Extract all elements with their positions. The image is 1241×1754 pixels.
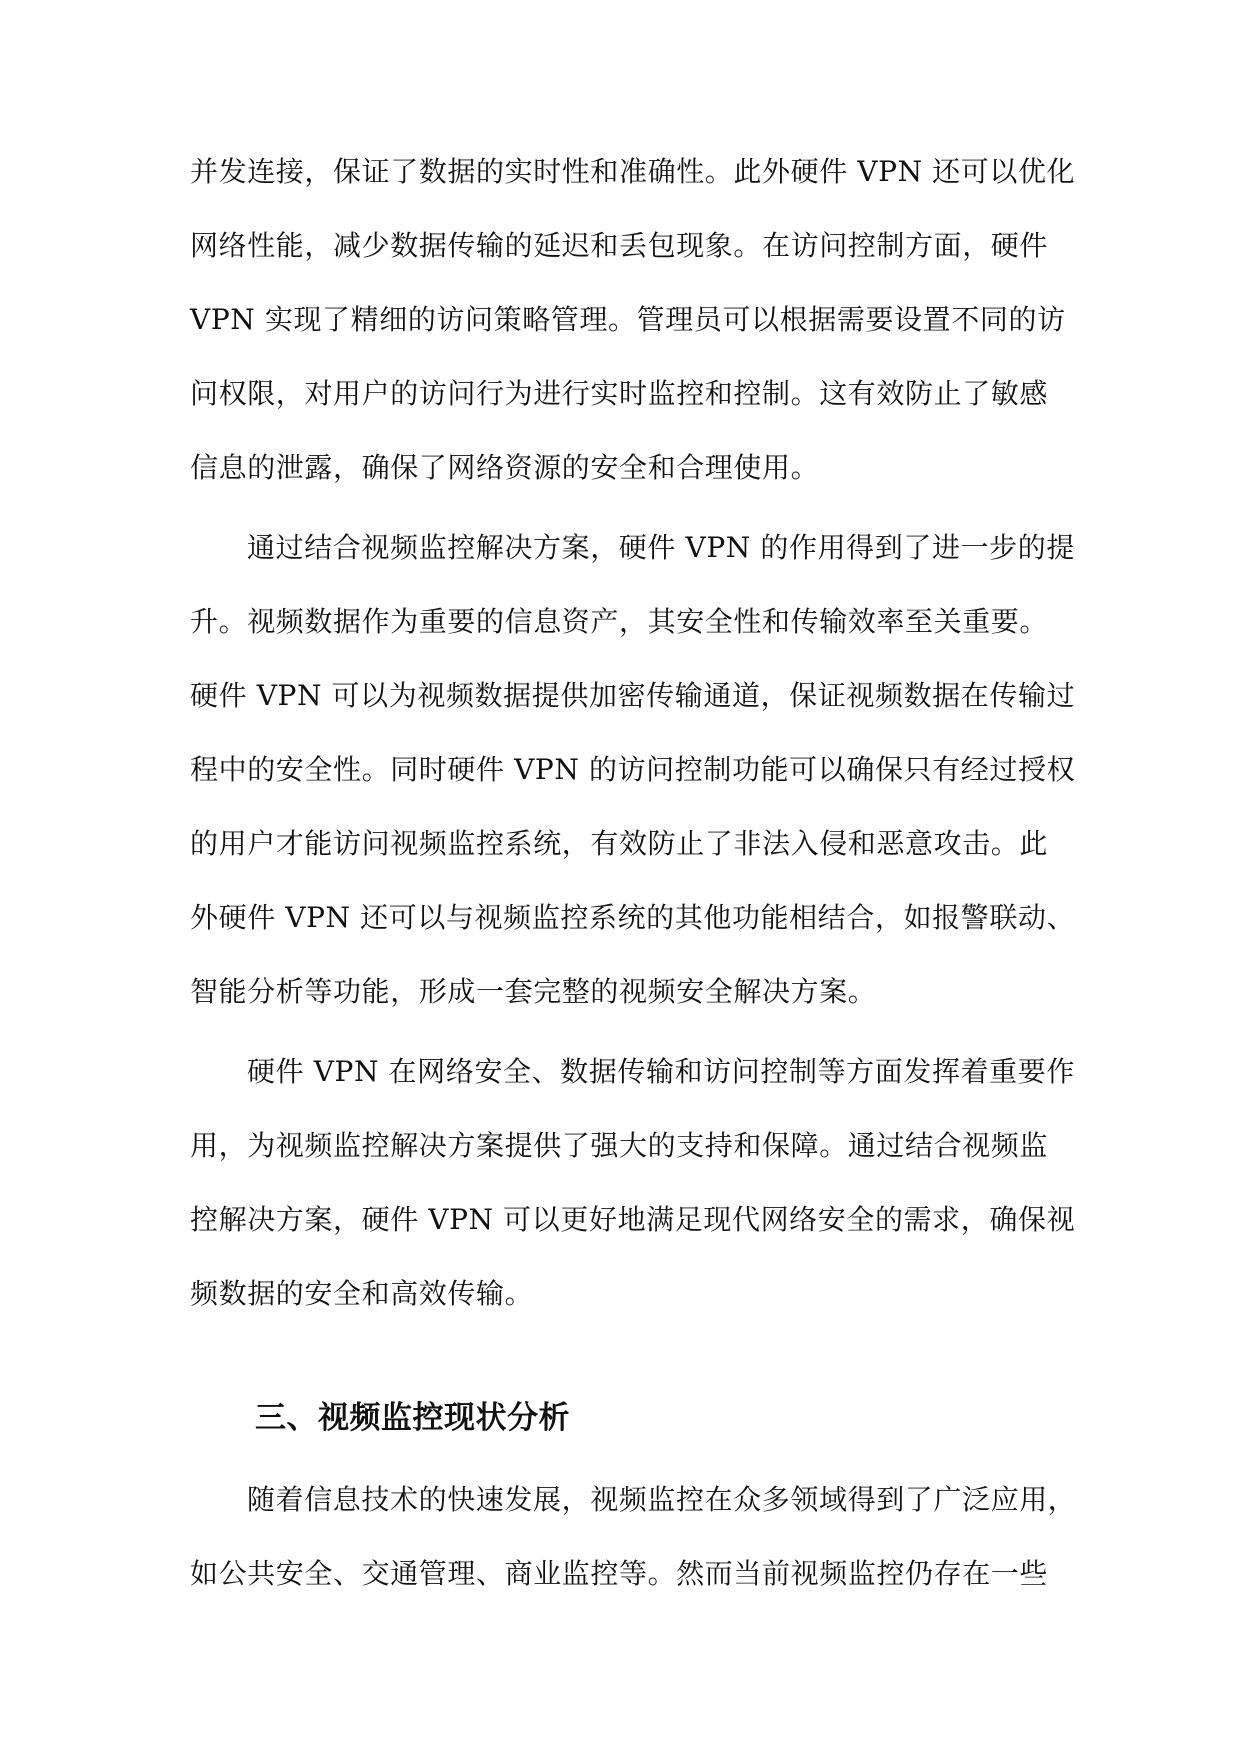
paragraph-1-line-3: VPN 实现了精细的访问策略管理。管理员可以根据需要设置不同的访	[190, 303, 1066, 336]
paragraph-3-line-1: 硬件 VPN 在网络安全、数据传输和访问控制等方面发挥着重要作	[247, 1055, 1075, 1088]
paragraph-2-line-1: 通过结合视频监控解决方案，硬件 VPN 的作用得到了进一步的提	[247, 531, 1075, 564]
paragraph-2-line-5: 的用户才能访问视频监控系统，有效防止了非法入侵和恶意攻击。此	[190, 827, 1049, 860]
paragraph-2-line-6: 外硬件 VPN 还可以与视频监控系统的其他功能相结合，如报警联动、	[190, 901, 1076, 934]
section-heading: 三、视频监控现状分析	[255, 1400, 570, 1436]
paragraph-2-line-2: 升。视频数据作为重要的信息资产，其安全性和传输效率至关重要。	[190, 605, 1049, 638]
paragraph-1-line-4: 问权限，对用户的访问行为进行实时监控和控制。这有效防止了敏感	[190, 377, 1049, 410]
paragraph-1-line-2: 网络性能，减少数据传输的延迟和丢包现象。在访问控制方面，硬件	[190, 229, 1049, 262]
paragraph-1-line-5: 信息的泄露，确保了网络资源的安全和合理使用。	[190, 451, 820, 484]
paragraph-1-line-1: 并发连接，保证了数据的实时性和准确性。此外硬件 VPN 还可以优化	[190, 155, 1076, 188]
paragraph-4-line-2: 如公共安全、交通管理、商业监控等。然而当前视频监控仍存在一些	[190, 1557, 1049, 1590]
paragraph-3-line-2: 用，为视频监控解决方案提供了强大的支持和保障。通过结合视频监	[190, 1129, 1049, 1162]
paragraph-4-line-1: 随着信息技术的快速发展，视频监控在众多领域得到了广泛应用，	[247, 1483, 1077, 1516]
paragraph-2-line-4: 程中的安全性。同时硬件 VPN 的访问控制功能可以确保只有经过授权	[190, 753, 1076, 786]
paragraph-2-line-7: 智能分析等功能，形成一套完整的视频安全解决方案。	[190, 975, 877, 1008]
paragraph-2-line-3: 硬件 VPN 可以为视频数据提供加密传输通道，保证视频数据在传输过	[190, 679, 1076, 712]
paragraph-3-line-3: 控解决方案，硬件 VPN 可以更好地满足现代网络安全的需求，确保视	[190, 1203, 1076, 1236]
paragraph-3-line-4: 频数据的安全和高效传输。	[190, 1277, 534, 1310]
